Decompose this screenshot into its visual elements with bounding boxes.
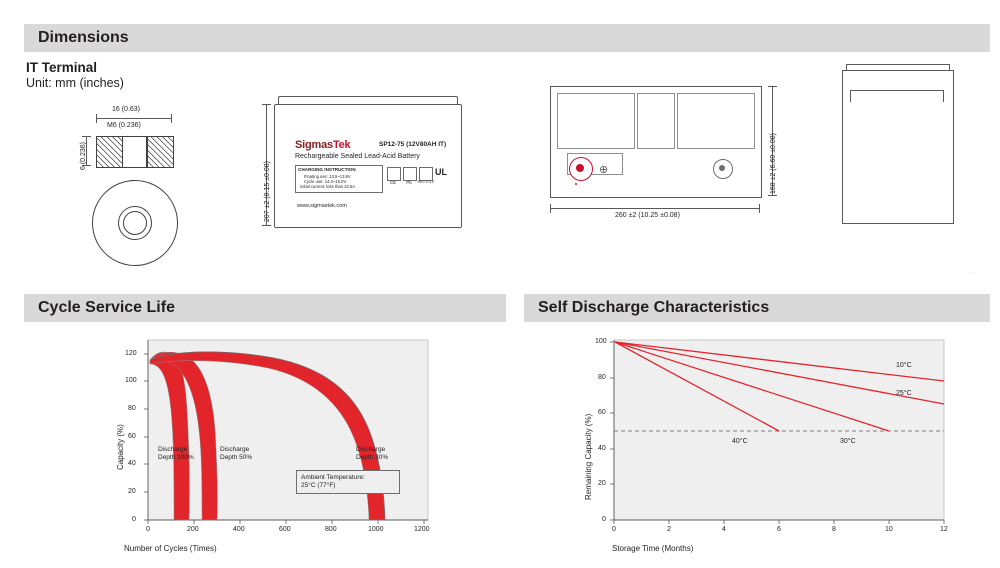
top-width-label: 260 ±2 (10.25 ±0.08): [615, 212, 680, 219]
charging-line-3: Initial current: less than 22.5A: [300, 184, 356, 189]
section-header-self-discharge: [524, 294, 990, 322]
battery-front-view: [264, 92, 474, 242]
section-title-cycle: Cycle Service Life: [38, 299, 175, 316]
sd-ytick-80: 80: [598, 374, 606, 381]
charging-title: CHARGING INSTRUCTION: [298, 167, 356, 172]
battery-website: www.sigmastek.com: [297, 203, 347, 209]
cycle-ytick-40: 40: [128, 460, 136, 467]
section-header-dimensions: [24, 24, 990, 52]
sd-xtick-4: 4: [722, 526, 726, 533]
annotation-depth-30: Discharge Depth 30%: [356, 446, 389, 462]
terminal-drawing: [60, 96, 240, 266]
sd-ytick-0: 0: [602, 516, 606, 523]
sd-xtick-0: 0: [612, 526, 616, 533]
top-depth-label: 168 ±2 (6.60 ±0.08): [770, 132, 777, 194]
cycle-ytick-80: 80: [128, 405, 136, 412]
cycle-ytick-100: 100: [125, 377, 137, 384]
cycle-xtick-1000: 1000: [368, 526, 384, 533]
battery-type: Rechargeable Sealed Lead-Acid Battery: [295, 153, 420, 160]
subtitle-it-terminal: IT Terminal: [26, 60, 98, 75]
sd-xtick-10: 10: [885, 526, 893, 533]
cycle-xaxis-title: Number of Cycles (Times): [124, 544, 217, 553]
sd-ytick-40: 40: [598, 445, 606, 452]
battery-side-view: [836, 62, 966, 232]
battery-top-view: [540, 86, 800, 219]
series-label-10c: 10°C: [896, 362, 912, 369]
cycle-xtick-0: 0: [146, 526, 150, 533]
cycle-ytick-0: 0: [132, 516, 136, 523]
cert-label-pb: Pb: [406, 180, 412, 185]
cert-label-ul: UL: [435, 167, 447, 177]
cycle-service-life-chart: [24, 330, 492, 560]
annotation-ambient-temperature: Ambient Temperature: 25°C (77°F): [296, 470, 400, 494]
series-label-40c: 40°C: [732, 438, 748, 445]
cycle-xtick-600: 600: [279, 526, 291, 533]
cert-label-ce: CE: [389, 180, 397, 185]
sd-xtick-8: 8: [832, 526, 836, 533]
charging-line-2: Cycle use: 14.4~15.0V: [304, 179, 347, 184]
unit-label: Unit: mm (inches): [26, 76, 124, 90]
cycle-xtick-400: 400: [233, 526, 245, 533]
cycle-ytick-60: 60: [128, 433, 136, 440]
cycle-ytick-120: 120: [125, 350, 137, 357]
sd-ytick-100: 100: [595, 338, 607, 345]
annotation-depth-100: Discharge Depth 100%: [158, 446, 194, 462]
cycle-xtick-1200: 1200: [414, 526, 430, 533]
brand-logo: SigmasTek: [295, 139, 351, 151]
front-height-label: 207 ±2 (8.15 ±0.08): [264, 160, 271, 222]
annotation-depth-50: Discharge Depth 50%: [220, 446, 253, 462]
section-title-dimensions: Dimensions: [38, 29, 129, 46]
cycle-xtick-200: 200: [187, 526, 199, 533]
section-header-cycle: [24, 294, 506, 322]
sd-xtick-12: 12: [940, 526, 948, 533]
series-label-25c: 25°C: [896, 390, 912, 397]
positive-terminal-icon: ⊕: [599, 164, 609, 176]
sd-xaxis-title: Storage Time (Months): [612, 544, 694, 553]
charging-instruction-box: [295, 165, 383, 193]
battery-model: SP12-75 (12V80AH IT): [379, 141, 447, 148]
cycle-xtick-800: 800: [325, 526, 337, 533]
sd-yaxis-title: Remaining Capacity (%): [584, 413, 593, 500]
battery-case: [274, 104, 462, 228]
cycle-yaxis-title: Capacity (%): [116, 424, 125, 470]
terminal-height-label: 6 (0.236): [80, 141, 87, 170]
section-title-self-discharge: Self Discharge Characteristics: [538, 299, 770, 316]
self-discharge-chart: [524, 330, 976, 560]
cycle-ytick-20: 20: [128, 488, 136, 495]
sd-ytick-20: 20: [598, 480, 606, 487]
terminal-thread-label: M6 (0.236): [107, 122, 141, 129]
series-label-30c: 30°C: [840, 438, 856, 445]
sd-xtick-6: 6: [777, 526, 781, 533]
charging-line-1: Floating use: 13.5~13.8V: [304, 174, 351, 179]
cert-label-recycle: RECYCLE: [417, 180, 435, 184]
sd-ytick-60: 60: [598, 409, 606, 416]
terminal-width-label: 16 (0.63): [112, 106, 141, 113]
page-marker: .: [970, 268, 972, 275]
sd-xtick-2: 2: [667, 526, 671, 533]
